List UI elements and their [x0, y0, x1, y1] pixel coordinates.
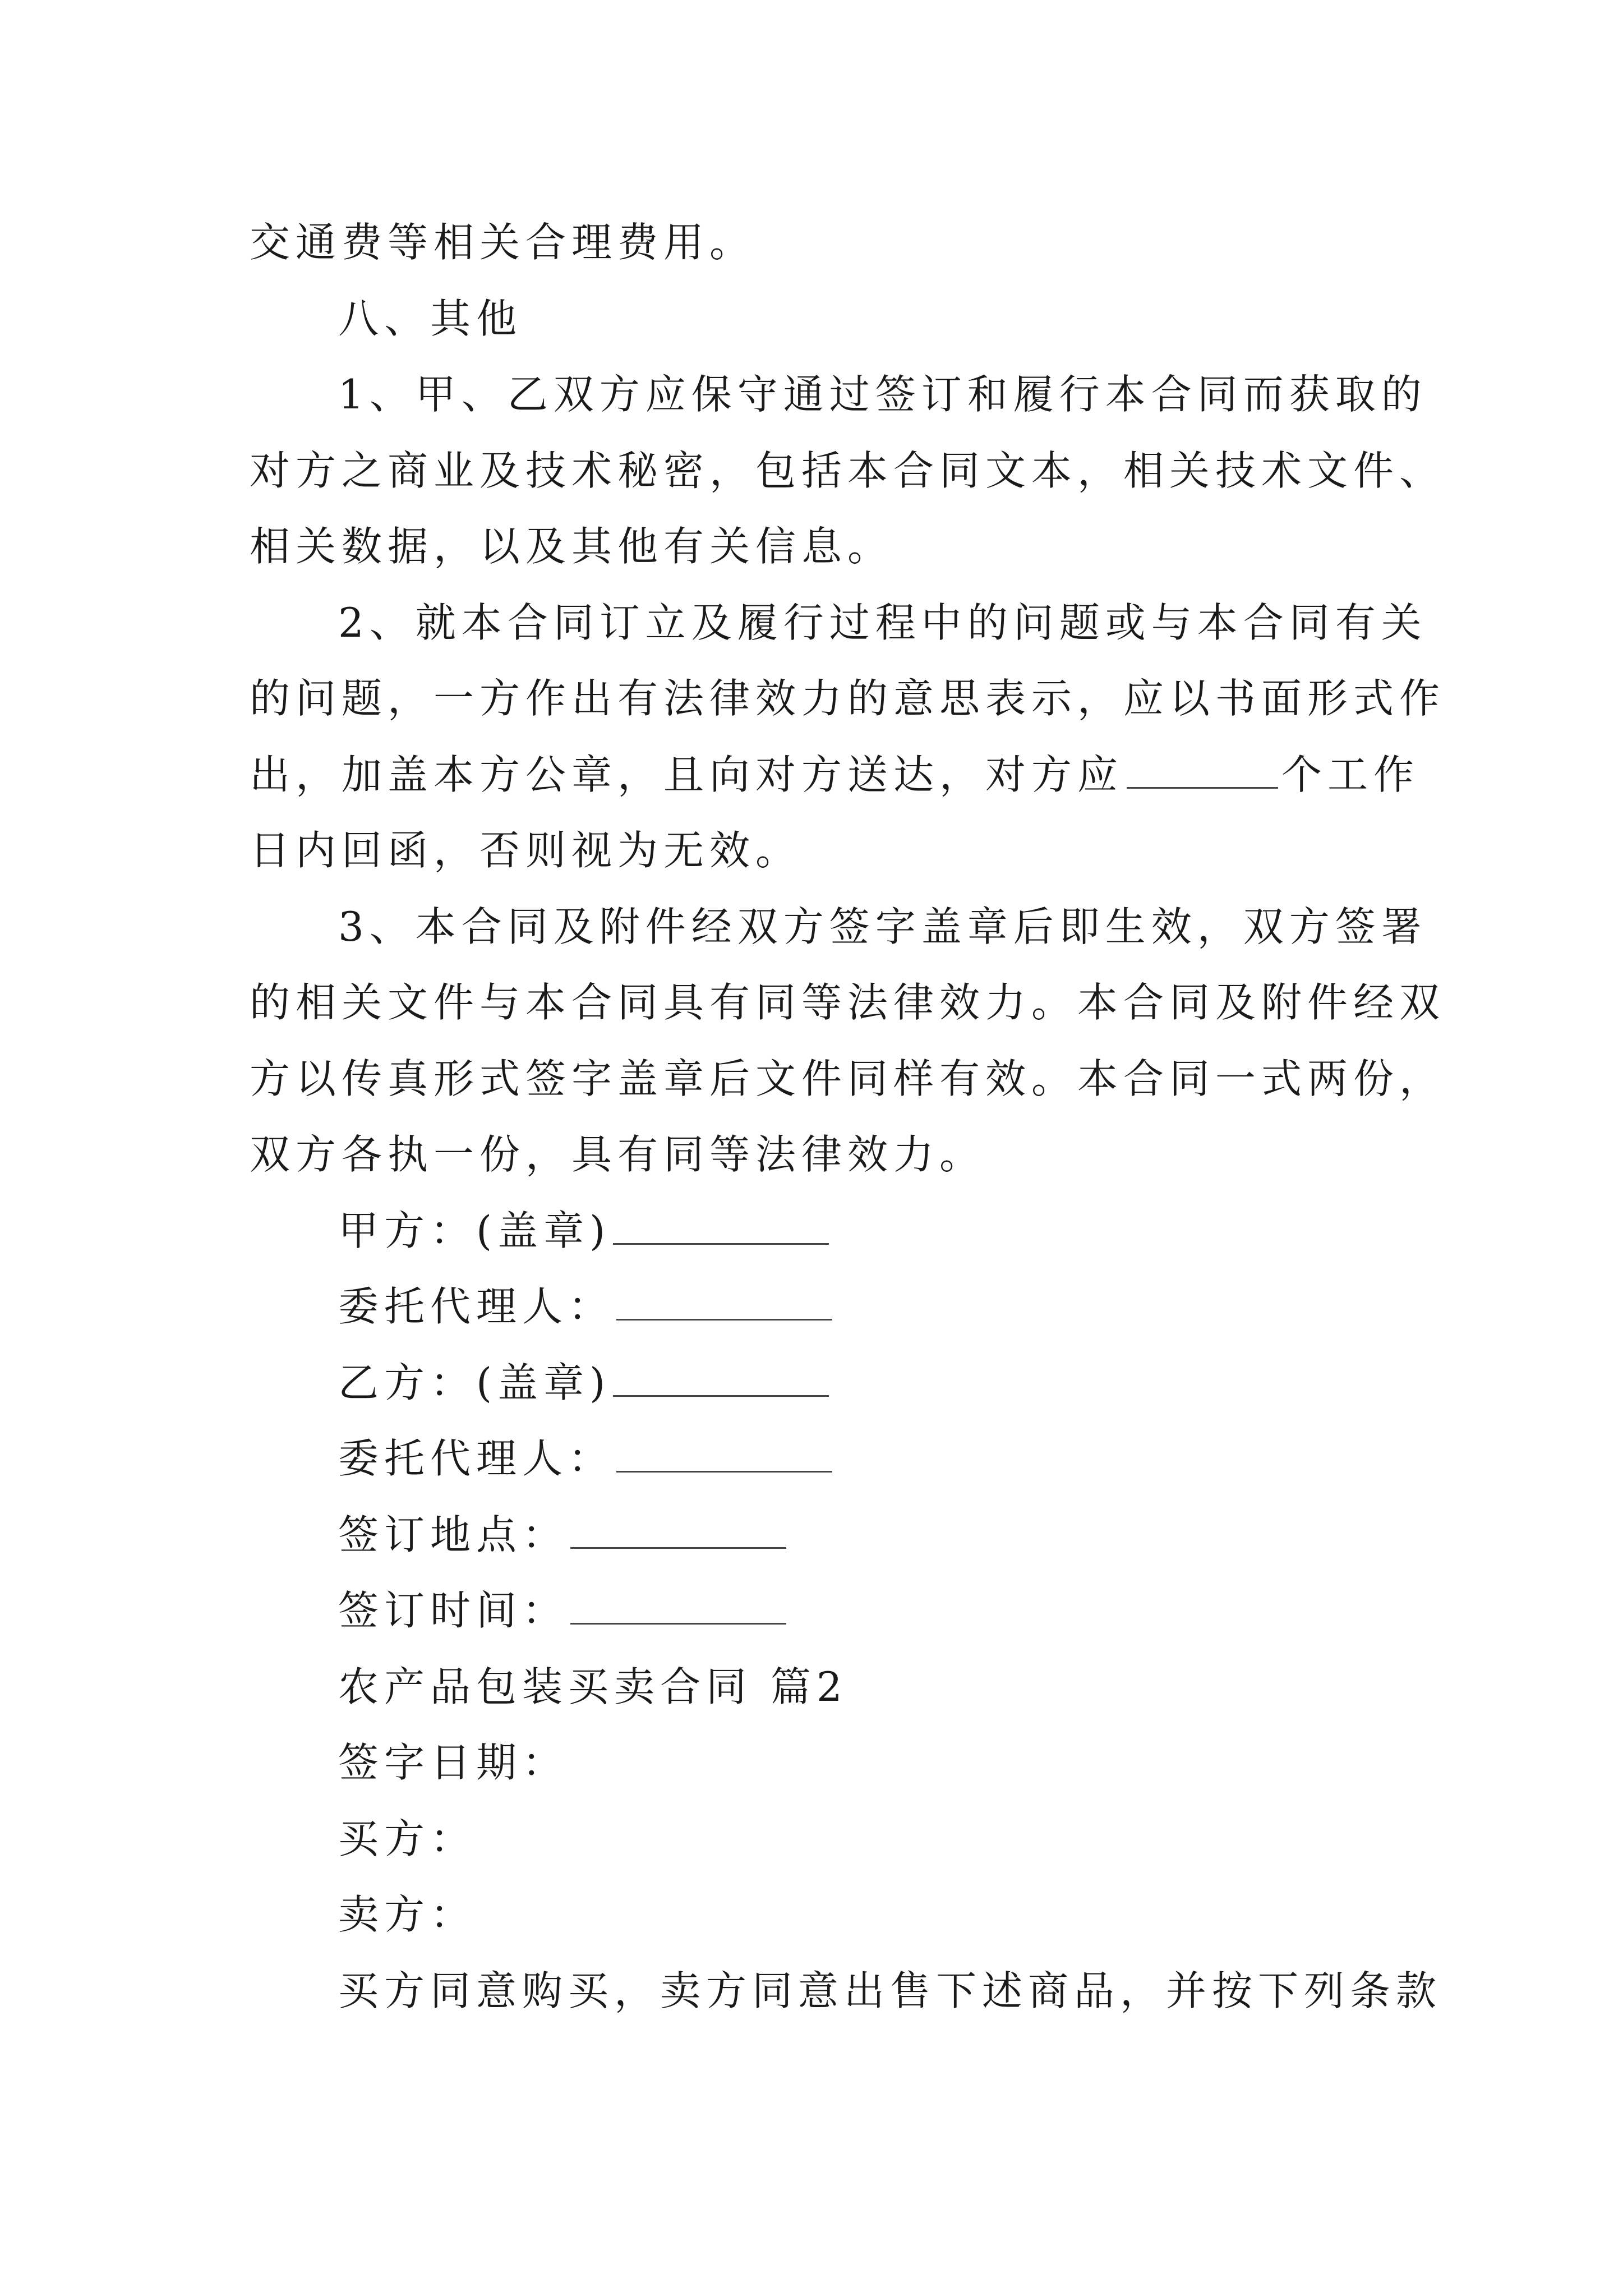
paragraph-line: [250, 737, 1420, 813]
paragraph-line: 方以传真形式签字盖章后文件同样有效。本合同一式两份，: [250, 1055, 1446, 1102]
field-label: 签字日期：: [338, 1739, 569, 1786]
section-title: 农产品包装买卖合同 篇2: [338, 1663, 848, 1710]
fill-in-blank: [616, 1427, 832, 1473]
signature-line-party-b: [250, 1345, 1388, 1421]
paragraph-line: 买方同意购买，卖方同意出售下述商品，并按下列条款: [338, 1967, 1442, 2014]
field-label: 委托代理人：: [338, 1283, 615, 1330]
paragraph-line: 的相关文件与本合同具有同等法律效力。本合同及附件经双: [250, 979, 1446, 1026]
fill-in-blank: [616, 1275, 832, 1320]
paragraph-line: 对方之商业及技术秘密，包括本合同文本，相关技术文件、: [250, 447, 1446, 494]
sign-place-line: [250, 1497, 1388, 1573]
field-label: 委托代理人：: [338, 1435, 615, 1482]
fill-in-blank: [613, 1199, 829, 1245]
paragraph-line: 3、本合同及附件经双方签字盖章后即生效，双方签署: [338, 903, 1427, 950]
paragraph-text: 个工作: [1281, 751, 1420, 798]
signature-line-party-a: [250, 1193, 1388, 1269]
paragraph-line: 交通费等相关合理费用。: [250, 219, 756, 266]
paragraph-line: 2、就本合同订立及履行过程中的问题或与本合同有关: [338, 599, 1427, 646]
field-label: 签订地点：: [338, 1511, 569, 1558]
paragraph-line: 双方各执一份，具有同等法律效力。: [250, 1131, 986, 1178]
field-label: 买方：: [338, 1815, 477, 1862]
field-label: 乙方：(盖章): [338, 1359, 611, 1406]
signature-line-agent-a: [250, 1269, 1388, 1345]
field-label: 卖方：: [338, 1891, 477, 1938]
fill-in-blank: [613, 1351, 829, 1397]
fill-in-blank: [1127, 743, 1278, 789]
paragraph-line: 的问题，一方作出有法律效力的意思表示，应以书面形式作: [250, 675, 1446, 722]
paragraph-line: 相关数据，以及其他有关信息。: [250, 523, 894, 570]
paragraph-text: 出，加盖本方公章，且向对方送达，对方应: [250, 751, 1124, 798]
signature-line-agent-b: [250, 1421, 1388, 1497]
section-heading: 八、其他: [338, 295, 523, 342]
field-label: 签订时间：: [338, 1587, 569, 1634]
paragraph-line: 1、甲、乙双方应保守通过签订和履行本合同而获取的: [338, 371, 1427, 418]
fill-in-blank: [570, 1579, 786, 1625]
field-label: 甲方：(盖章): [338, 1207, 611, 1254]
paragraph-line: 日内回函，否则视为无效。: [250, 827, 802, 874]
document-body: [250, 205, 1446, 2029]
sign-time-line: [250, 1573, 1388, 1649]
fill-in-blank: [570, 1503, 786, 1549]
